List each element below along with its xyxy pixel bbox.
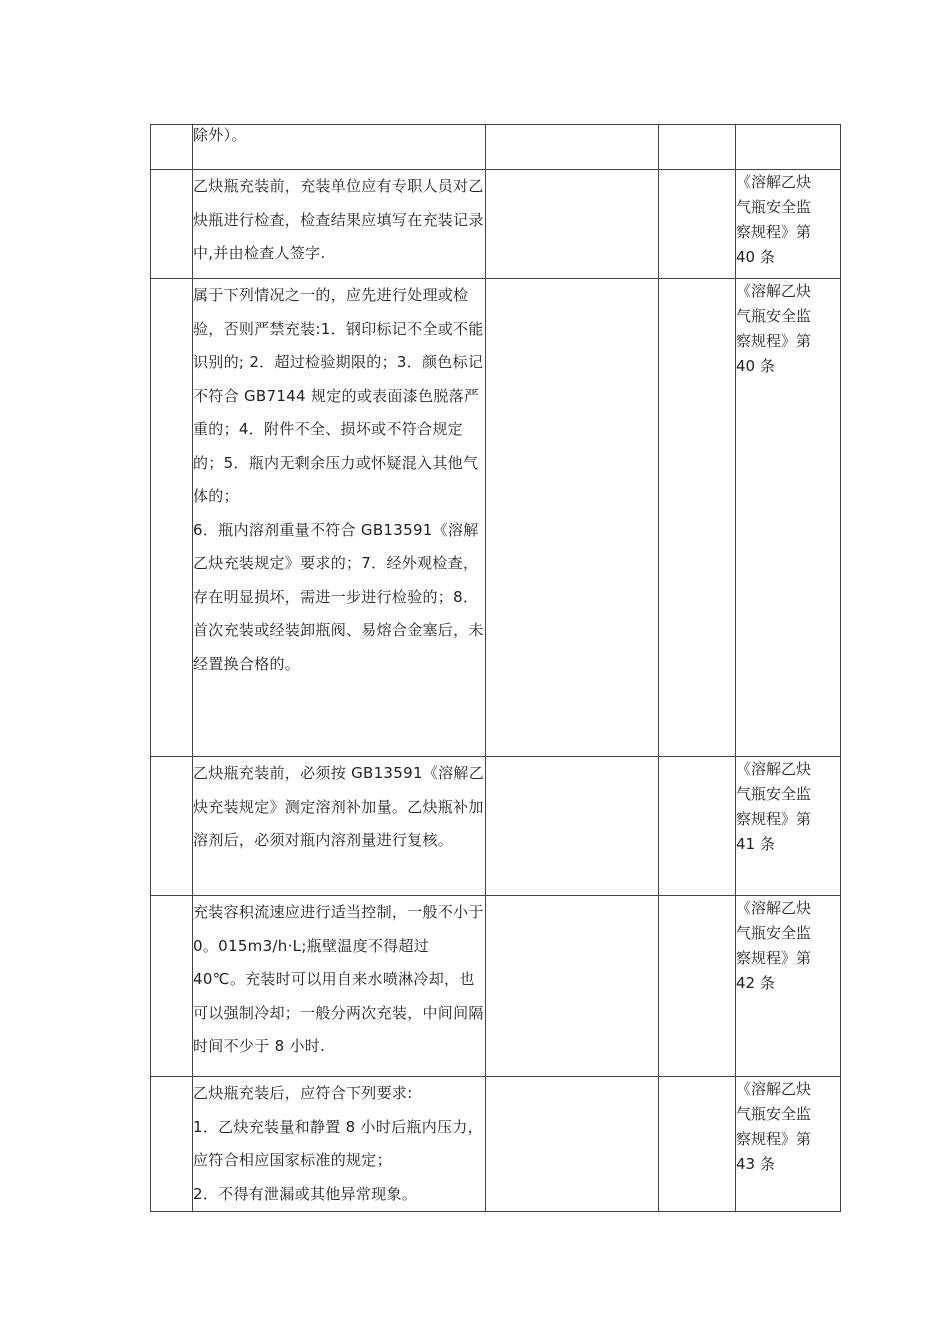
requirement-text: 2．不得有泄漏或其他异常现象。 [193,1184,418,1203]
note-cell [659,170,736,279]
reference-line: 察规程》第 [736,332,812,350]
reference-cell [736,1077,841,1212]
index-cell [151,279,193,757]
reference-line: 察规程》第 [736,949,812,967]
requirement-text: 1．乙炔充装量和静置 8 小时后瓶内压力，应符合相应国家标准的规定； [193,1117,483,1169]
reference-cell [736,125,841,170]
requirement-text: 乙炔瓶充装后，应符合下列要求: [193,1084,413,1102]
reference-cell [736,896,841,1077]
result-cell [486,757,659,896]
reference-line: 察规程》第 [736,810,812,828]
reference-line: 气瓶安全监 [736,307,812,325]
reference-cell [736,279,841,757]
reference-line: 气瓶安全监 [736,1105,812,1123]
reference-line: 察规程》第 [736,1130,812,1148]
table-row [151,896,841,1077]
reference-line: 40 条 [736,248,775,266]
reference-line: 42 条 [736,974,775,992]
requirement-text: 乙炔瓶充装前，必须按 GB13591《溶解乙炔充装规定》测定溶剂补加量。乙炔瓶补加溶剂后，必须对瓶内溶剂量进行复核。 [193,764,485,849]
table-row [151,279,841,757]
note-cell [659,1077,736,1212]
result-cell [486,170,659,279]
requirement-cell [193,896,486,1077]
index-cell [151,896,193,1077]
reference-line: 41 条 [736,835,775,853]
requirement-text: 属于下列情况之一的，应先进行处理或检验，否则严禁充装:1．钢印标记不全或不能识别的; 2．超过检验期限的；3．颜色标记不符合 GB7144 规定的或表面漆色脱落严重的；4．附件不全、损坏或不符合规定的；5．瓶内无剩余压力或怀疑混入其他气体的； [193,286,484,505]
reference-line: 《溶解乙炔 [736,173,812,191]
reference-line: 40 条 [736,357,775,375]
reference-cell [736,170,841,279]
result-cell [486,279,659,757]
reference-cell [736,757,841,896]
requirement-cell [193,1077,486,1212]
note-cell [659,896,736,1077]
table-row [151,757,841,896]
requirement-text: 乙炔瓶充装前，充装单位应有专职人员对乙炔瓶进行检查，检查结果应填写在充装记录中,并由检查人签字. [193,177,484,262]
requirement-cell [193,125,486,170]
requirement-cell [193,279,486,757]
reference-line: 《溶解乙炔 [736,1080,812,1098]
table-row [151,170,841,279]
requirement-text: 充装容积流速应进行适当控制，一般不小于 0。015m3/h·L;瓶壁温度不得超过 40℃。充装时可以用自来水喷淋冷却，也可以强制冷却；一般分两次充装，中间间隔时间不少于 8 小时. [193,903,484,1055]
reference-line: 《溶解乙炔 [736,282,812,300]
table-row [151,125,841,170]
reference-line: 察规程》第 [736,223,812,241]
result-cell [486,1077,659,1212]
reference-line: 气瓶安全监 [736,924,812,942]
index-cell [151,757,193,896]
reference-line: 《溶解乙炔 [736,899,812,917]
note-cell [659,757,736,896]
requirement-text: 除外）。 [193,126,247,144]
regulation-table [150,124,841,1212]
reference-line: 《溶解乙炔 [736,760,812,778]
requirement-cell [193,757,486,896]
result-cell [486,896,659,1077]
note-cell [659,125,736,170]
reference-line: 43 条 [736,1155,775,1173]
note-cell [659,279,736,757]
index-cell [151,170,193,279]
index-cell [151,1077,193,1212]
requirement-cell [193,170,486,279]
table-row [151,1077,841,1212]
result-cell [486,125,659,170]
reference-line: 气瓶安全监 [736,785,812,803]
requirement-text: 6．瓶内溶剂重量不符合 GB13591《溶解乙炔充装规定》要求的；7．经外观检查，存在明显损坏，需进一步进行检验的；8．首次充装或经装卸瓶阀、易熔合金塞后，未经置换合格的。 [193,520,484,673]
reference-line: 气瓶安全监 [736,198,812,216]
index-cell [151,125,193,170]
